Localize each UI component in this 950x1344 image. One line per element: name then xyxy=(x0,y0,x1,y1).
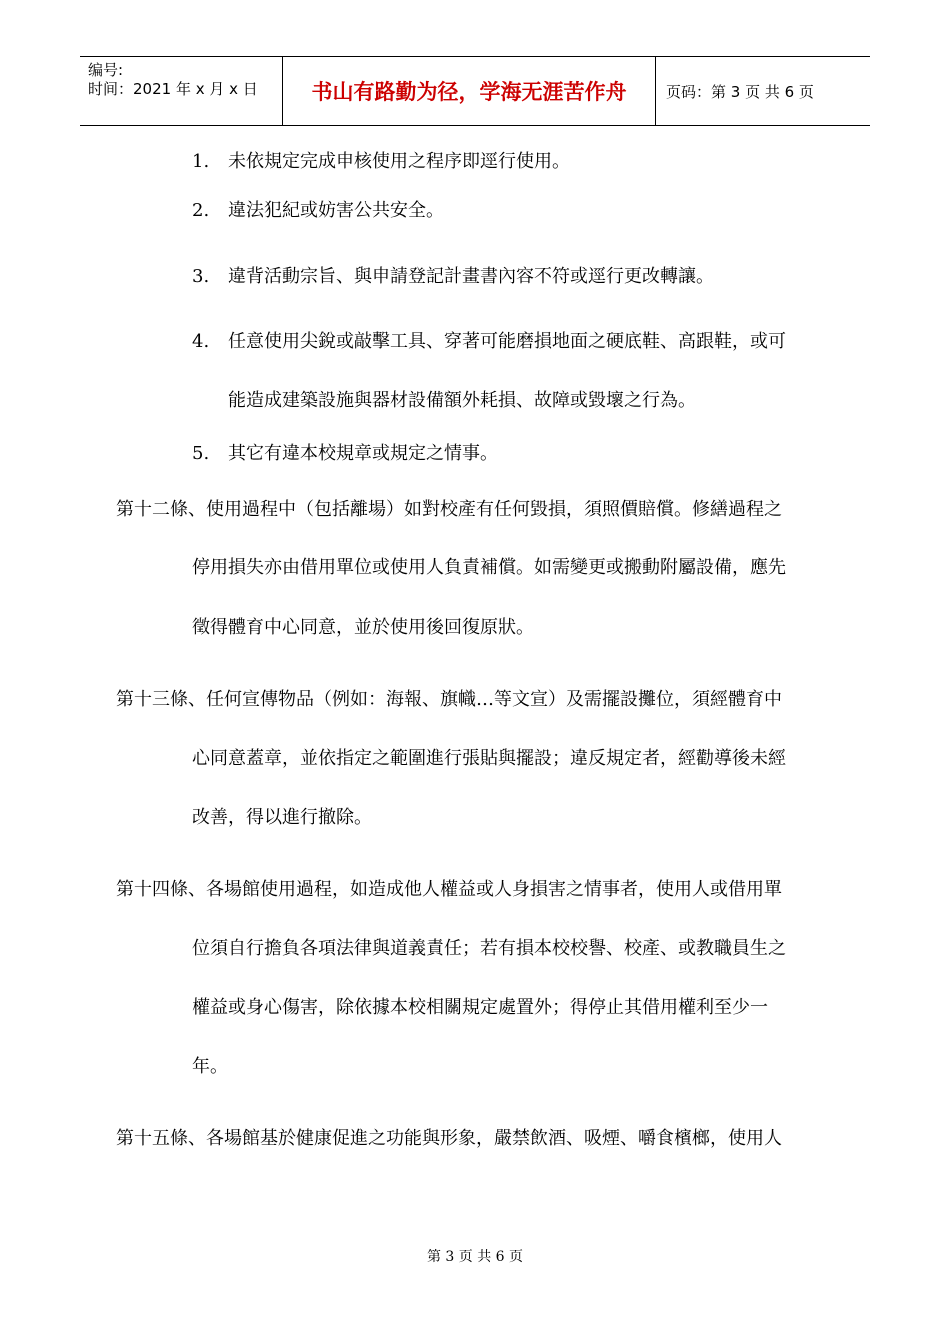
article-first-line: 第十五條、各場館基於健康促進之功能與形象，嚴禁飲酒、吸煙、嚼食檳榔，使用人 xyxy=(116,1128,782,1149)
page-footer: 第 3 页 共 6 页 xyxy=(426,1249,524,1265)
header-page-info: 页码：第 3 页 共 6 页 xyxy=(666,82,814,101)
list-item xyxy=(192,265,714,289)
article-first-line: 第十四條、各場館使用過程，如造成他人權益或人身損害之情事者，使用人或借用單 xyxy=(116,879,782,900)
article-line: 改善，得以進行撤除。 xyxy=(192,807,372,828)
list-item-number: 4. xyxy=(192,331,210,352)
header-meta xyxy=(80,57,282,125)
article-line: 位須自行擔負各項法律與道義責任；若有損本校校譽、校產、或教職員生之 xyxy=(192,938,786,959)
list-item-text: 任意使用尖銳或敲擊工具、穿著可能磨損地面之硬底鞋、高跟鞋，或可 xyxy=(228,331,786,352)
article-line: 徵得體育中心同意，並於使用後回復原狀。 xyxy=(192,617,534,638)
list-item-text: 違法犯紀或妨害公共安全。 xyxy=(228,200,444,221)
article-line: 停用損失亦由借用單位或使用人負責補償。如需變更或搬動附屬設備，應先 xyxy=(192,557,786,578)
article-line: 年。 xyxy=(192,1056,228,1077)
article-line: 心同意蓋章，並依指定之範圍進行張貼與擺設；違反規定者，經勸導後未經 xyxy=(192,748,786,769)
list-item xyxy=(192,330,786,354)
list-item-text: 其它有違本校規章或規定之情事。 xyxy=(228,443,498,464)
page-header xyxy=(80,56,870,126)
list-item-text: 未依規定完成申核使用之程序即逕行使用。 xyxy=(228,151,570,172)
list-item-continuation: 能造成建築設施與器材設備額外耗損、故障或毀壞之行為。 xyxy=(228,390,696,411)
code-label: 编号: xyxy=(88,61,124,79)
list-item-number: 5. xyxy=(192,443,210,464)
article-first-line: 第十三條、任何宣傳物品（例如：海報、旗幟…等文宣）及需擺設攤位，須經體育中 xyxy=(116,689,782,710)
article-first-line: 第十二條、使用過程中（包括離場）如對校產有任何毀損，須照價賠償。修繕過程之 xyxy=(116,499,782,520)
header-motto: 书山有路勤为径，学海无涯苦作舟 xyxy=(282,57,656,125)
list-item xyxy=(192,442,498,466)
list-item-number: 3. xyxy=(192,266,210,287)
list-item xyxy=(192,199,444,223)
list-item-number: 2. xyxy=(192,200,210,221)
list-item xyxy=(192,150,570,174)
article-line: 權益或身心傷害，除依據本校相關規定處置外；得停止其借用權利至少一 xyxy=(192,997,768,1018)
time-label: 时间：2021 年 x 月 x 日 xyxy=(88,80,258,98)
list-item-number: 1. xyxy=(192,151,210,172)
list-item-text: 違背活動宗旨、與申請登記計畫書內容不符或逕行更改轉讓。 xyxy=(228,266,714,287)
